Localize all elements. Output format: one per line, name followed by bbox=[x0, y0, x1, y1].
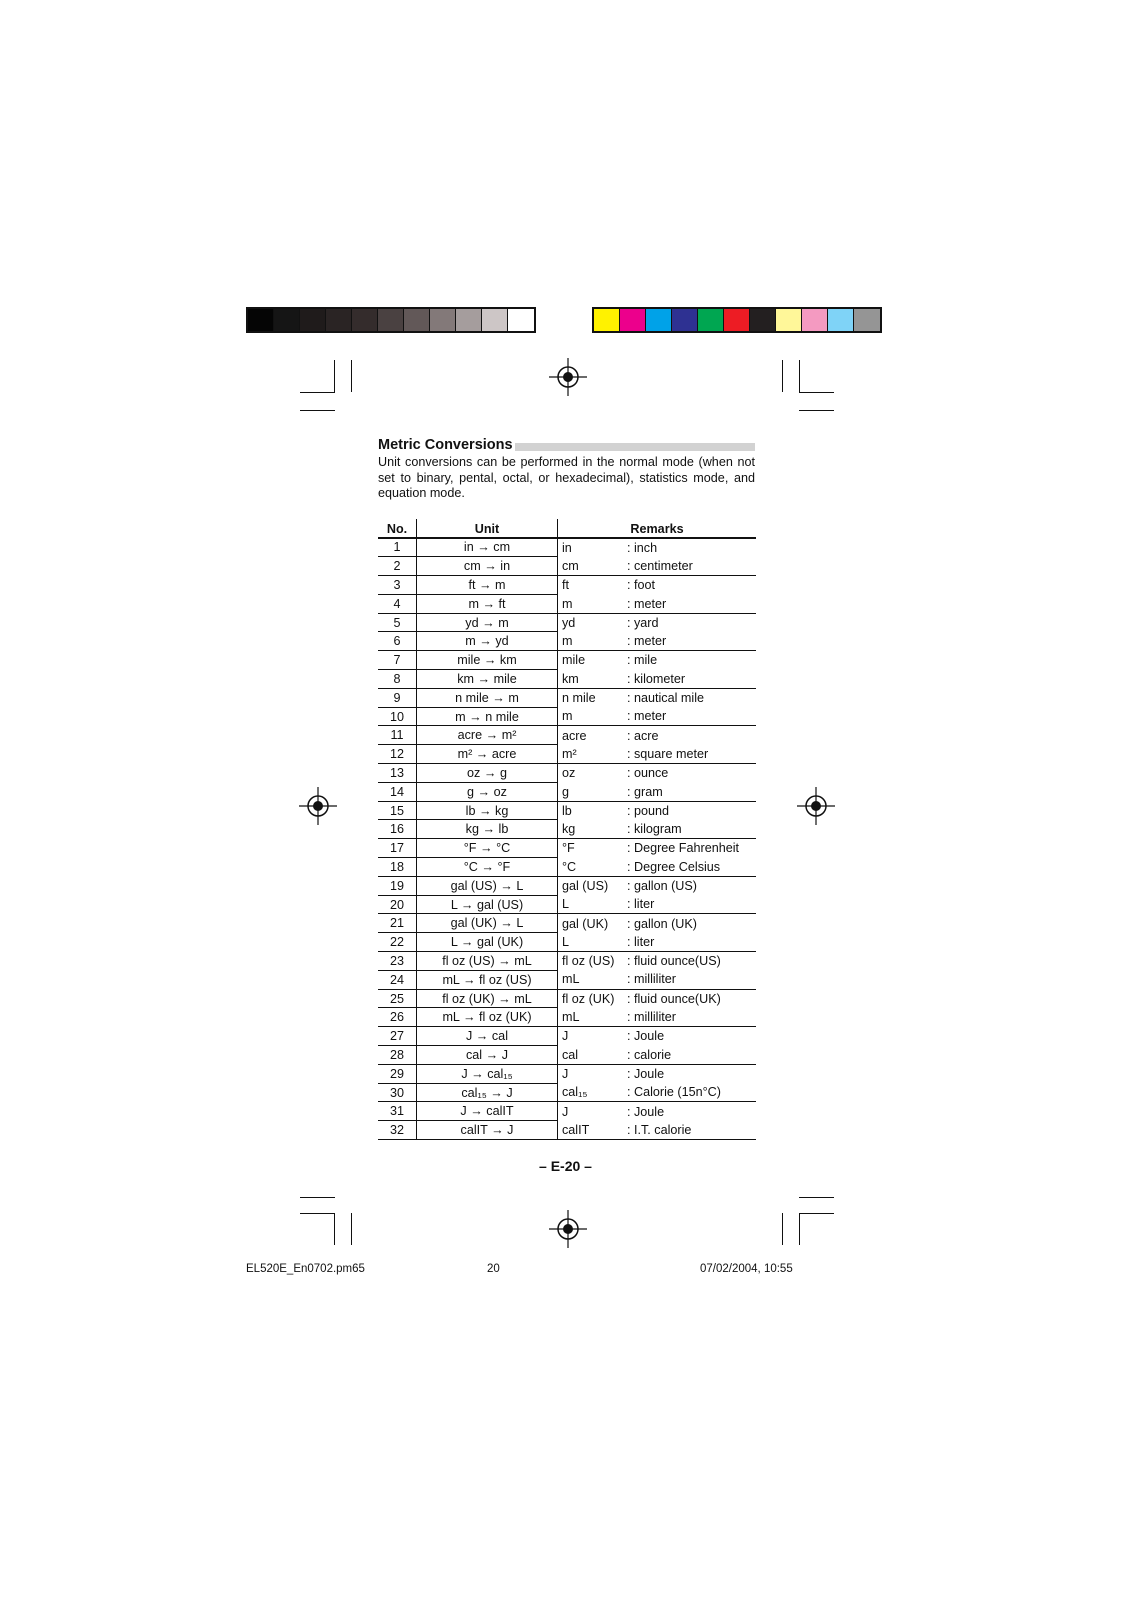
crop-mark bbox=[351, 1213, 352, 1245]
color-swatch bbox=[508, 309, 534, 331]
table-row bbox=[378, 876, 756, 895]
row-unit: m → ft bbox=[417, 594, 558, 613]
row-remark-description: : I.T. calorie bbox=[627, 1121, 756, 1140]
row-remark-description: : kilogram bbox=[627, 820, 756, 839]
row-unit: fl oz (UK) → mL bbox=[417, 989, 558, 1008]
row-number: 20 bbox=[378, 895, 417, 914]
row-number: 21 bbox=[378, 914, 417, 933]
row-number: 3 bbox=[378, 576, 417, 595]
row-remark-symbol: fl oz (US) bbox=[562, 954, 615, 969]
row-remark-symbol: cm bbox=[558, 557, 628, 576]
row-unit: mile → km bbox=[417, 651, 558, 670]
crop-mark bbox=[300, 410, 335, 411]
table-row bbox=[378, 594, 756, 613]
registration-mark-icon bbox=[299, 787, 337, 825]
row-remark-description: : calorie bbox=[627, 1046, 756, 1065]
row-remark-symbol: gal (US) bbox=[562, 878, 609, 893]
color-swatch bbox=[750, 309, 776, 331]
row-remark-description: : square meter bbox=[627, 745, 756, 764]
color-swatch bbox=[274, 309, 300, 331]
row-number: 23 bbox=[378, 952, 417, 971]
table-row bbox=[378, 538, 756, 557]
row-unit: km → mile bbox=[417, 670, 558, 689]
row-remark-symbol: J bbox=[562, 1104, 569, 1119]
row-number: 29 bbox=[378, 1064, 417, 1083]
row-number: 18 bbox=[378, 858, 417, 877]
row-remark-symbol: mile bbox=[562, 653, 586, 668]
row-number: 24 bbox=[378, 970, 417, 989]
table-row bbox=[378, 707, 756, 726]
color-swatch bbox=[430, 309, 456, 331]
table-row bbox=[378, 858, 756, 877]
row-number: 16 bbox=[378, 820, 417, 839]
row-number: 10 bbox=[378, 707, 417, 726]
row-remark-description: : acre bbox=[627, 728, 659, 743]
row-remark-symbol: kg bbox=[558, 820, 628, 839]
row-remark-symbol: gal (UK) bbox=[562, 916, 609, 931]
table-header-row bbox=[378, 519, 756, 538]
crop-mark bbox=[334, 1213, 335, 1245]
row-remark-symbol: n mile bbox=[562, 691, 596, 706]
table-row bbox=[378, 670, 756, 689]
table-row bbox=[378, 820, 756, 839]
table-row bbox=[378, 782, 756, 801]
row-unit: ft → m bbox=[417, 576, 558, 595]
table-row bbox=[378, 726, 756, 745]
crop-mark bbox=[799, 1197, 834, 1198]
header-remarks: Remarks bbox=[558, 519, 757, 538]
color-swatch bbox=[646, 309, 672, 331]
row-number: 8 bbox=[378, 670, 417, 689]
crop-mark bbox=[799, 392, 834, 393]
crop-mark bbox=[782, 1213, 783, 1245]
table-row bbox=[378, 1046, 756, 1065]
row-number: 1 bbox=[378, 538, 417, 557]
row-remark-description: : centimeter bbox=[627, 557, 756, 576]
row-number: 7 bbox=[378, 651, 417, 670]
row-number: 27 bbox=[378, 1027, 417, 1046]
color-swatch bbox=[672, 309, 698, 331]
registration-mark-icon bbox=[549, 358, 587, 396]
row-remark-description: : milliliter bbox=[627, 1008, 756, 1027]
row-unit: L → gal (UK) bbox=[417, 933, 558, 952]
row-number: 9 bbox=[378, 688, 417, 707]
row-remark-description: : foot bbox=[627, 578, 656, 593]
row-number: 12 bbox=[378, 745, 417, 764]
row-remark-symbol: J bbox=[562, 1066, 569, 1081]
row-remark-symbol: m² bbox=[558, 745, 628, 764]
row-unit: calIT → J bbox=[417, 1121, 558, 1140]
crop-mark bbox=[799, 360, 800, 392]
section-title: Metric Conversions bbox=[378, 437, 513, 453]
color-swatch bbox=[594, 309, 620, 331]
table-row bbox=[378, 613, 756, 632]
table-row bbox=[378, 1064, 756, 1083]
crop-mark bbox=[300, 1213, 335, 1214]
color-swatch bbox=[724, 309, 750, 331]
row-remark-description: : mile bbox=[627, 653, 658, 668]
row-remark-symbol: cal bbox=[558, 1046, 628, 1065]
row-remark-description: : gram bbox=[627, 782, 756, 801]
registration-mark-icon bbox=[549, 1210, 587, 1248]
color-swatch bbox=[456, 309, 482, 331]
row-unit: J → cal bbox=[417, 1027, 558, 1046]
color-swatch bbox=[828, 309, 854, 331]
row-remark-symbol: L bbox=[558, 933, 628, 952]
row-unit: cal → J bbox=[417, 1046, 558, 1065]
row-number: 22 bbox=[378, 933, 417, 952]
row-remark-symbol: J bbox=[562, 1029, 569, 1044]
row-unit: cal₁₅ → J bbox=[417, 1083, 558, 1102]
row-remark-description: : Degree Fahrenheit bbox=[627, 841, 740, 856]
row-remark-symbol: L bbox=[558, 895, 628, 914]
row-remark-symbol: oz bbox=[562, 766, 576, 781]
row-unit: acre → m² bbox=[417, 726, 558, 745]
grayscale-bar bbox=[246, 307, 536, 333]
row-remark-description: : inch bbox=[627, 540, 658, 555]
table-body bbox=[378, 538, 756, 1140]
crop-mark bbox=[300, 1197, 335, 1198]
color-swatch bbox=[248, 309, 274, 331]
table-row bbox=[378, 688, 756, 707]
color-swatch bbox=[378, 309, 404, 331]
row-number: 17 bbox=[378, 839, 417, 858]
row-unit: gal (US) → L bbox=[417, 876, 558, 895]
color-swatch bbox=[854, 309, 880, 331]
table-row bbox=[378, 651, 756, 670]
crop-mark bbox=[334, 360, 335, 392]
process-color-bar bbox=[592, 307, 882, 333]
row-remark-symbol: cal₁₅ bbox=[558, 1083, 628, 1102]
color-swatch bbox=[300, 309, 326, 331]
row-unit: fl oz (US) → mL bbox=[417, 952, 558, 971]
footer-page: 20 bbox=[487, 1263, 500, 1275]
table-row bbox=[378, 1008, 756, 1027]
row-unit: n mile → m bbox=[417, 688, 558, 707]
table-row bbox=[378, 801, 756, 820]
row-number: 26 bbox=[378, 1008, 417, 1027]
row-unit: mL → fl oz (UK) bbox=[417, 1008, 558, 1027]
table-row bbox=[378, 914, 756, 933]
row-remark-symbol: fl oz (UK) bbox=[562, 991, 615, 1006]
row-unit: J → calIT bbox=[417, 1102, 558, 1121]
table-row bbox=[378, 632, 756, 651]
row-unit: gal (UK) → L bbox=[417, 914, 558, 933]
row-remark-description: : Degree Celsius bbox=[627, 858, 756, 877]
row-remark-description: : Joule bbox=[627, 1066, 665, 1081]
row-unit: mL → fl oz (US) bbox=[417, 970, 558, 989]
table-row bbox=[378, 1102, 756, 1121]
row-remark-symbol: m bbox=[558, 707, 628, 726]
row-remark-symbol: mL bbox=[558, 1008, 628, 1027]
row-unit: m → yd bbox=[417, 632, 558, 651]
row-number: 6 bbox=[378, 632, 417, 651]
row-remark-description: : Joule bbox=[627, 1104, 665, 1119]
row-unit: lb → kg bbox=[417, 801, 558, 820]
row-number: 4 bbox=[378, 594, 417, 613]
row-number: 5 bbox=[378, 613, 417, 632]
row-remark-symbol: °C bbox=[558, 858, 628, 877]
row-remark-description: : meter bbox=[627, 632, 756, 651]
row-unit: °F → °C bbox=[417, 839, 558, 858]
table-row bbox=[378, 745, 756, 764]
table-row bbox=[378, 1083, 756, 1102]
crop-mark bbox=[799, 410, 834, 411]
row-remark-description: : gallon (UK) bbox=[627, 916, 697, 931]
table-row bbox=[378, 557, 756, 576]
table-row bbox=[378, 970, 756, 989]
row-remark-symbol: in bbox=[562, 540, 572, 555]
color-swatch bbox=[352, 309, 378, 331]
header-no: No. bbox=[378, 519, 417, 538]
row-remark-symbol: °F bbox=[562, 841, 575, 856]
row-unit: L → gal (US) bbox=[417, 895, 558, 914]
section-header bbox=[378, 437, 755, 455]
color-swatch bbox=[482, 309, 508, 331]
row-remark-symbol: m bbox=[558, 594, 628, 613]
row-remark-description: : Calorie (15n°C) bbox=[627, 1083, 756, 1102]
row-remark-description: : nautical mile bbox=[627, 691, 704, 706]
table-row bbox=[378, 764, 756, 783]
row-number: 15 bbox=[378, 801, 417, 820]
color-swatch bbox=[698, 309, 724, 331]
row-number: 30 bbox=[378, 1083, 417, 1102]
table-row bbox=[378, 933, 756, 952]
row-remark-description: : liter bbox=[627, 933, 756, 952]
row-number: 19 bbox=[378, 876, 417, 895]
row-number: 32 bbox=[378, 1121, 417, 1140]
row-unit: g → oz bbox=[417, 782, 558, 801]
crop-mark bbox=[799, 1213, 834, 1214]
row-remark-description: : ounce bbox=[627, 766, 669, 781]
row-remark-description: : fluid ounce(UK) bbox=[627, 991, 721, 1006]
row-number: 2 bbox=[378, 557, 417, 576]
row-unit: m² → acre bbox=[417, 745, 558, 764]
row-remark-symbol: calIT bbox=[558, 1121, 628, 1140]
row-remark-description: : meter bbox=[627, 594, 756, 613]
row-remark-description: : liter bbox=[627, 895, 756, 914]
color-swatch bbox=[404, 309, 430, 331]
table-row bbox=[378, 895, 756, 914]
color-swatch bbox=[802, 309, 828, 331]
color-swatch bbox=[776, 309, 802, 331]
header-unit: Unit bbox=[417, 519, 558, 538]
row-unit: °C → °F bbox=[417, 858, 558, 877]
row-remark-description: : fluid ounce(US) bbox=[627, 954, 721, 969]
row-remark-symbol: acre bbox=[562, 728, 587, 743]
row-remark-description: : gallon (US) bbox=[627, 878, 697, 893]
row-unit: J → cal₁₅ bbox=[417, 1064, 558, 1083]
crop-mark bbox=[782, 360, 783, 392]
footer-timestamp: 07/02/2004, 10:55 bbox=[700, 1263, 793, 1275]
row-number: 13 bbox=[378, 764, 417, 783]
row-number: 14 bbox=[378, 782, 417, 801]
row-unit: m → n mile bbox=[417, 707, 558, 726]
row-unit: yd → m bbox=[417, 613, 558, 632]
row-unit: cm → in bbox=[417, 557, 558, 576]
row-remark-symbol: yd bbox=[562, 615, 576, 630]
page-number: – E-20 – bbox=[539, 1158, 592, 1174]
crop-mark bbox=[300, 392, 335, 393]
row-remark-description: : kilometer bbox=[627, 670, 756, 689]
section-intro: Unit conversions can be performed in the normal mode (when not set to binary, pental, octal, or hexadecimal), statistics mode, and equation mode. bbox=[378, 455, 755, 500]
row-number: 31 bbox=[378, 1102, 417, 1121]
row-remark-symbol: ft bbox=[562, 578, 569, 593]
registration-mark-icon bbox=[797, 787, 835, 825]
row-remark-symbol: g bbox=[558, 782, 628, 801]
table-row bbox=[378, 576, 756, 595]
footer-filename: EL520E_En0702.pm65 bbox=[246, 1263, 365, 1275]
conversion-table bbox=[378, 519, 756, 1141]
table-row bbox=[378, 1027, 756, 1046]
crop-mark bbox=[799, 1213, 800, 1245]
table-row bbox=[378, 989, 756, 1008]
color-swatch bbox=[620, 309, 646, 331]
row-number: 25 bbox=[378, 989, 417, 1008]
row-number: 11 bbox=[378, 726, 417, 745]
row-unit: kg → lb bbox=[417, 820, 558, 839]
row-remark-description: : yard bbox=[627, 615, 659, 630]
row-remark-symbol: km bbox=[558, 670, 628, 689]
row-remark-symbol: lb bbox=[562, 803, 572, 818]
crop-mark bbox=[351, 360, 352, 392]
row-remark-description: : milliliter bbox=[627, 970, 756, 989]
row-remark-symbol: mL bbox=[558, 970, 628, 989]
color-swatch bbox=[326, 309, 352, 331]
row-unit: in → cm bbox=[417, 538, 558, 557]
row-number: 28 bbox=[378, 1046, 417, 1065]
row-remark-description: : meter bbox=[627, 707, 756, 726]
page-content bbox=[378, 437, 755, 1140]
table-row bbox=[378, 952, 756, 971]
row-remark-description: : pound bbox=[627, 803, 670, 818]
row-remark-description: : Joule bbox=[627, 1029, 665, 1044]
row-remark-symbol: m bbox=[558, 632, 628, 651]
table-row bbox=[378, 839, 756, 858]
table-row bbox=[378, 1121, 756, 1140]
row-unit: oz → g bbox=[417, 764, 558, 783]
